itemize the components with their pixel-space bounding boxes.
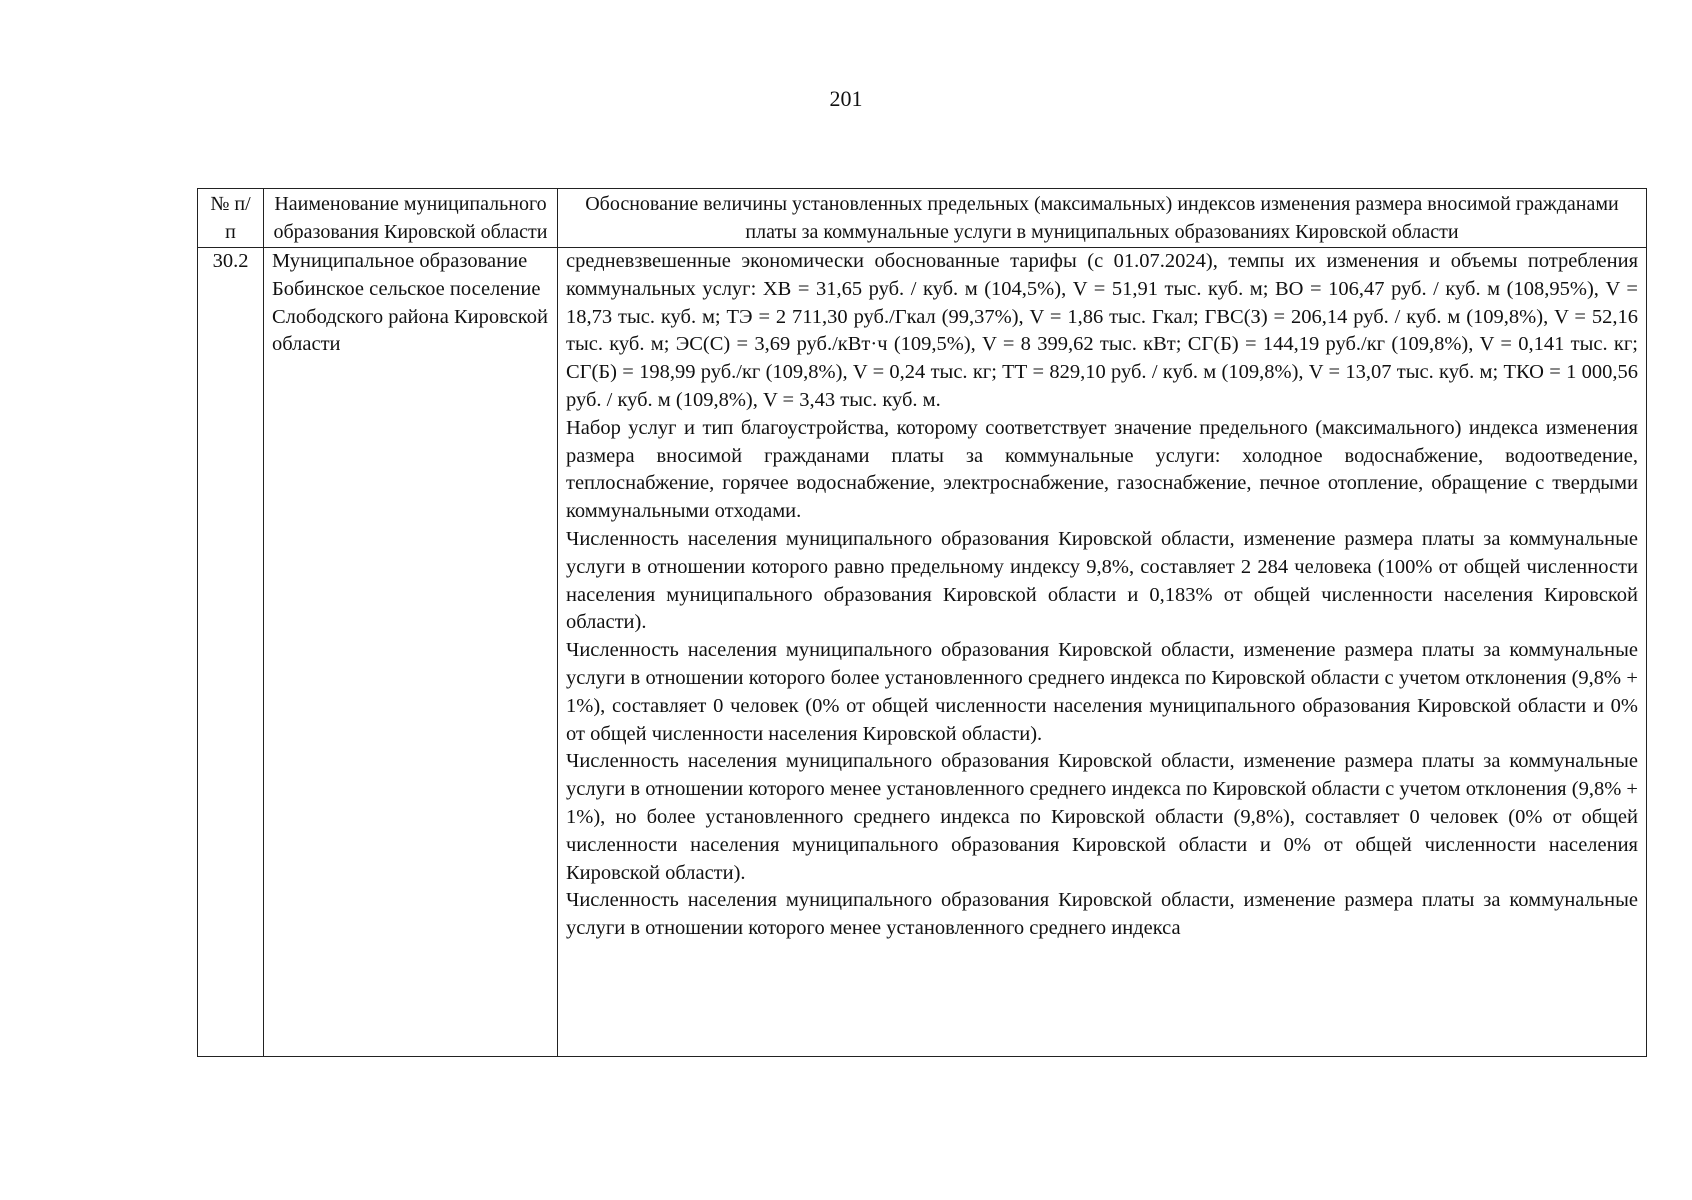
page-number: 201 (829, 86, 863, 111)
row-justification (558, 248, 1647, 1057)
justification-services-paragraph: Набор услуг и тип благоустройства, которому соответствует значение предельного (максимального) индекса изменения размера вносимой гражданами платы за коммунальные услуги: холодное водоснабжение, водоотведение, теплоснабжение, горячее водоснабжение, электроснабжение, газоснабжение, печное отопление, обращение с твердыми коммунальными отходами. (566, 416, 1638, 523)
justification-population-equal-paragraph: Численность населения муниципального образования Кировской области, изменение размера платы за коммунальные услуги в отношении которого равно предельному индексу 9,8%, составляет 2 284 человека (100% от общей численности населения муниципального образования Кировской области и 0,183% от общей численности населения Кировской области). (566, 527, 1638, 634)
table-body (198, 248, 1647, 1057)
justification-population-below-paragraph: Численность населения муниципального образования Кировской области, изменение размера платы за коммунальные услуги в отношении которого менее установленного среднего индекса (566, 889, 1638, 940)
table-row (198, 248, 1647, 1057)
row-municipality-name: Муниципальное образование Бобинское сельское поселение Слободского района Кировской области (264, 248, 558, 1057)
justification-population-between-paragraph: Численность населения муниципального образования Кировской области, изменение размера платы за коммунальные услуги в отношении которого менее установленного среднего индекса по Кировской области с учетом отклонения (9,8% + 1%), но более установленного среднего индекса по Кировской области (9,8%), составляет 0 человек (0% от общей численности населения муниципального образования Кировской области и 0% от общей численности населения Кировской области). (566, 750, 1638, 884)
header-row (198, 189, 1647, 248)
justification-tariffs-paragraph: средневзвешенные экономически обоснованные тарифы (с 01.07.2024), темпы их изменения и объемы потребления коммунальных услуг: ХВ = 31,65 руб. / куб. м (104,5%), V = 51,91 тыс. куб. м; ВО = 106,47 руб. / куб. м (108,95%), V = 18,73 тыс. куб. м; ТЭ = 2 711,30 руб./Гкал (99,37%), V = 1,86 тыс. Гкал; ГВС(З) = 206,14 руб. / куб. м (109,8%), V = 52,16 тыс. куб. м; ЭС(С) = 3,69 руб./кВт·ч (109,5%), V = 8 399,62 тыс. кВт; СГ(Б) = 144,19 руб./кг (109,8%), V = 0,141 тыс. кг; СГ(Б) = 198,99 руб./кг (109,8%), V = 0,24 тыс. кг; ТТ = 829,10 руб. / куб. м (109,8%), V = 13,07 тыс. куб. м; ТКО = 1 000,56 руб. / куб. м (109,8%), V = 3,43 тыс. куб. м. (566, 250, 1638, 411)
justification-population-above-paragraph: Численность населения муниципального образования Кировской области, изменение размера платы за коммунальные услуги в отношении которого более установленного среднего индекса по Кировской области с учетом отклонения (9,8% + 1%), составляет 0 человек (0% от общей численности населения муниципального образования Кировской области и 0% от общей численности населения Кировской области). (566, 639, 1638, 745)
tariff-justification-table (197, 188, 1647, 1057)
table-header (198, 189, 1647, 248)
header-number: № п/п (198, 189, 264, 248)
header-justification: Обоснование величины установленных предельных (максимальных) индексов изменения размера вносимой гражданами платы за коммунальные услуги в муниципальных образованиях Кировской области (558, 189, 1647, 248)
header-municipality-name: Наименование муниципального образования Кировской области (264, 189, 558, 248)
row-number: 30.2 (198, 248, 264, 1057)
